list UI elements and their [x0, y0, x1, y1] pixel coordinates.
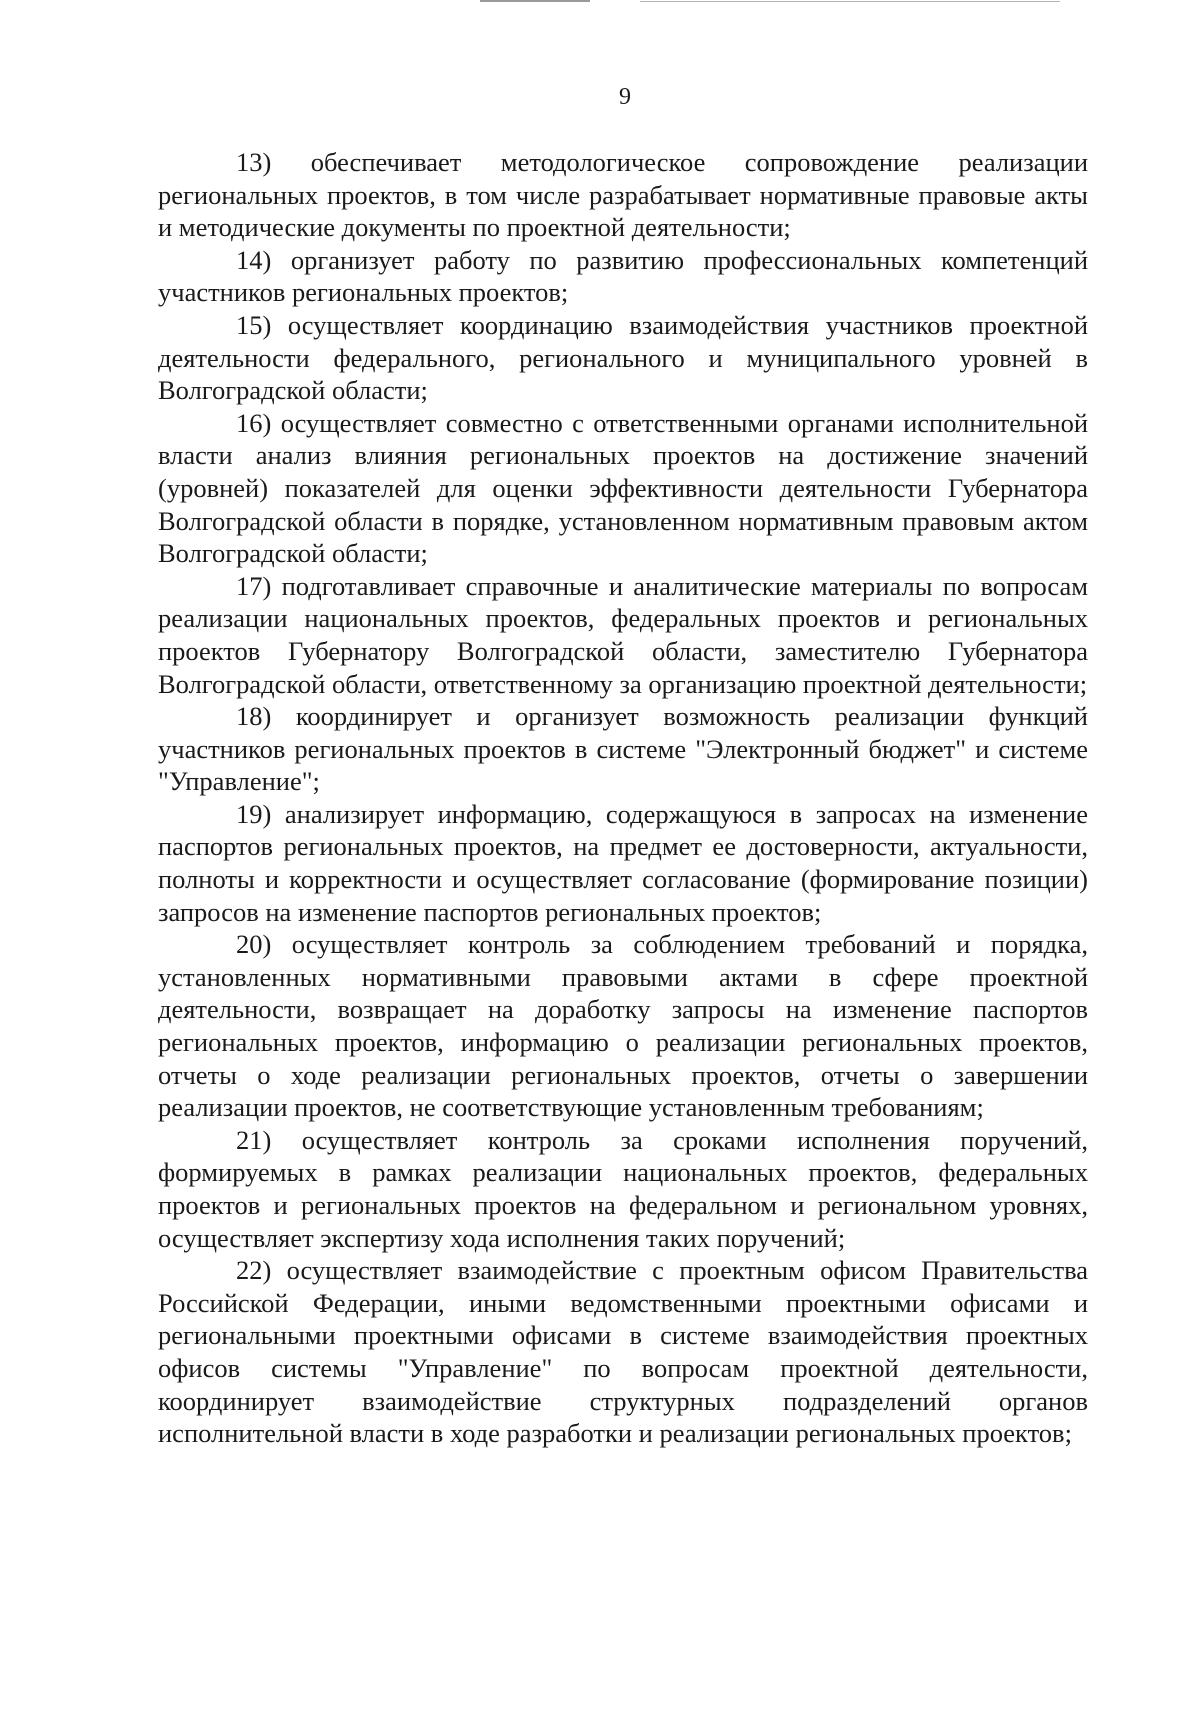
paragraph-item-20: 20) осуществляет контроль за соблюдением требований и порядка, установленных нормативными правовыми актами в сфере проектной деятельности, возвращает на доработку запросы на изменение паспортов региональных проектов, информацию о реализации региональных проектов, отчеты о ходе реализации региональных проектов, отчеты о завершении реализации проектов, не соответствующие установленным требованиям;	[158, 929, 1088, 1123]
page-number: 9	[619, 84, 631, 110]
paragraph-item-19: 19) анализирует информацию, содержащуюся в запросах на изменение паспортов региональных проектов, на предмет ее достоверности, актуальности, полноты и корректности и осуществляет согласование (формирование позиции) запросов на изменение паспортов региональных проектов;	[158, 798, 1088, 927]
scan-edge-line	[480, 0, 590, 2]
paragraph-item-22: 22) осуществляет взаимодействие с проектным офисом Правительства Российской Федерации, иными ведомственными проектными офисами и региональными проектными офисами в системе взаимодействия проектных офисов системы "Управление" по вопросам проектной деятельности, координирует взаимодействие структурных подразделений органов исполнительной власти в ходе разработки и реализации региональных проектов;	[158, 1255, 1088, 1449]
paragraph-item-18: 18) координирует и организует возможность реализации функций участников региональных проектов в системе "Электронный бюджет" и системе "Управление";	[158, 701, 1088, 797]
paragraph-item-21: 21) осуществляет контроль за сроками исполнения поручений, формируемых в рамках реализации национальных проектов, федеральных проектов и региональных проектов на федеральном и региональном уровнях, осуществляет экспертизу хода исполнения таких поручений;	[158, 1124, 1088, 1253]
paragraph-item-16: 16) осуществляет совместно с ответственными органами исполнительной власти анализ влияния региональных проектов на достижение значений (уровней) показателей для оценки эффективности деятельности Губернатора Волгоградской области в порядке, установленном нормативным правовым актом Волгоградской области;	[158, 407, 1088, 569]
paragraph-item-13: 13) обеспечивает методологическое сопровождение реализации региональных проектов, в том числе разрабатывает нормативные правовые акты и методические документы по проектной деятельности;	[158, 147, 1088, 243]
paragraph-item-14: 14) организует работу по развитию профессиональных компетенций участников региональных проектов;	[158, 244, 1088, 308]
scan-edge-line	[640, 1, 1060, 2]
document-body	[158, 146, 1088, 1450]
paragraph-item-17: 17) подготавливает справочные и аналитические материалы по вопросам реализации национальных проектов, федеральных проектов и региональных проектов Губернатору Волгоградской области, заместителю Губернатора Волгоградской области, ответственному за организацию проектной деятельности;	[158, 570, 1088, 699]
paragraph-item-15: 15) осуществляет координацию взаимодействия участников проектной деятельности федерального, регионального и муниципального уровней в Волгоградской области;	[158, 309, 1088, 406]
